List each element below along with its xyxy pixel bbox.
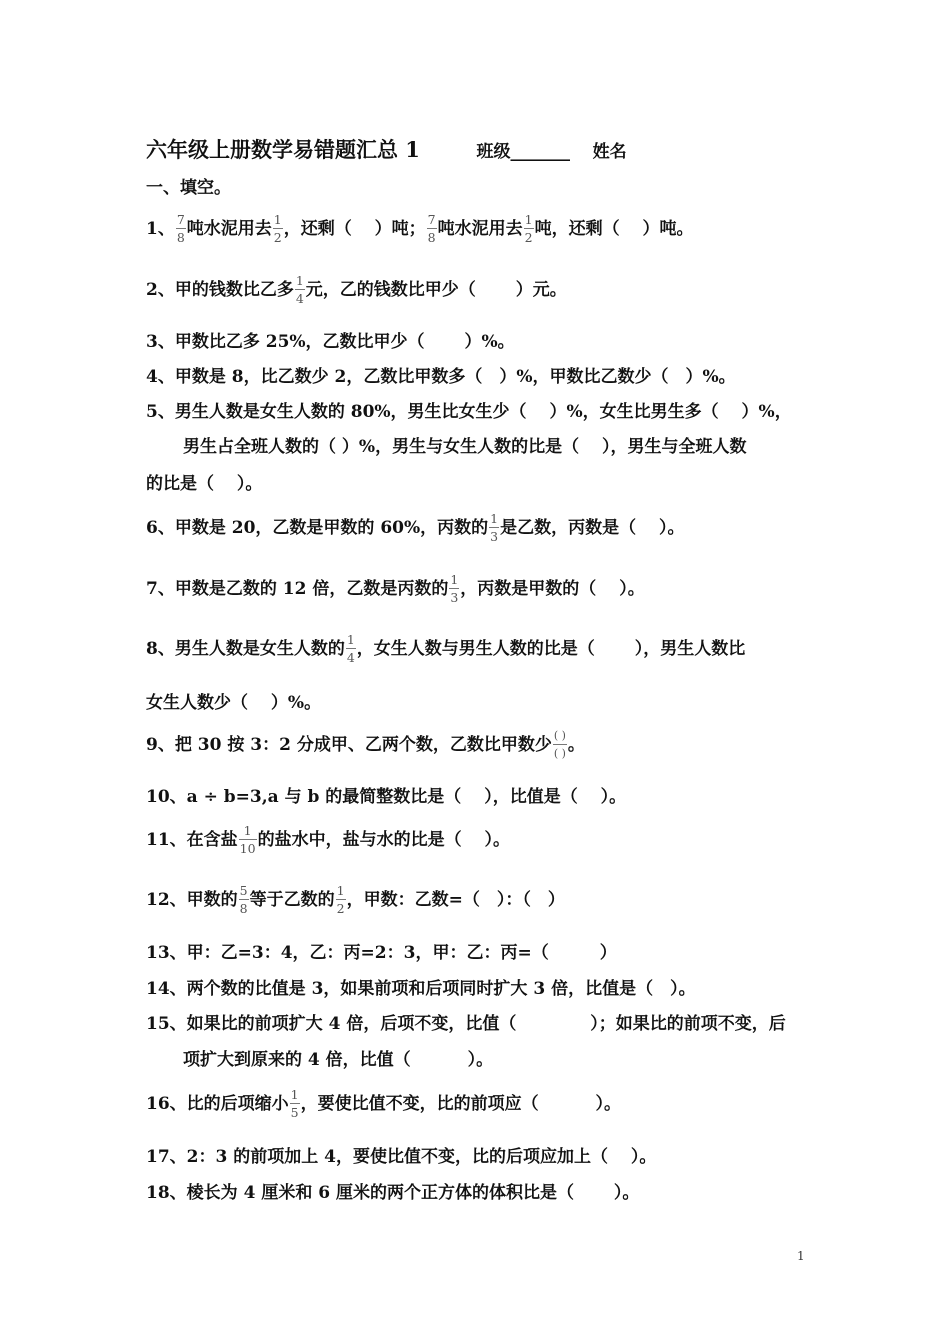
- question-13: 13、甲：乙=3：4，乙：丙=2：3，甲：乙：丙=（ ）: [146, 943, 617, 963]
- page-number: 1: [797, 1249, 805, 1263]
- fraction: $\frac{7}{8}$: [176, 212, 185, 245]
- section-heading: 一、填空。: [146, 178, 231, 198]
- question-4: 4、甲数是 8，比乙数少 2，乙数比甲数多（ ）%，甲数比乙数少（ ）%。: [146, 367, 736, 387]
- question-1: 1、 $\frac{7}{8}$ 吨水泥用去 $\frac{1}{2}$ ，还剩（ ）吨； $\frac{7}{8}$ 吨水泥用去 $\frac{1}{2}$ 吨，还剩（ ）吨。: [146, 212, 694, 245]
- fraction: $\frac{1}{4}$: [346, 632, 355, 665]
- question-2: 2、甲的钱数比乙多 $\frac{1}{4}$ 元，乙的钱数比甲少（ ）元。: [146, 273, 567, 306]
- fraction: $\frac{1}{4}$: [295, 273, 304, 306]
- fraction: $\frac{1}{5}$: [290, 1087, 299, 1120]
- blank-fraction: $\frac{( )}{( )}$: [553, 729, 566, 760]
- question-15-line-1: 15、如果比的前项扩大 4 倍，后项不变，比值（ ）；如果比的前项不变，后: [146, 1014, 786, 1034]
- question-5-line-3: 的比是（ ）。: [146, 474, 263, 494]
- name-field-label: 姓名: [592, 142, 627, 162]
- fraction: $\frac{1}{3}$: [490, 511, 499, 544]
- question-14: 14、两个数的比值是 3，如果前项和后项同时扩大 3 倍，比值是（ ）。: [146, 979, 696, 999]
- fraction: $\frac{1}{3}$: [450, 572, 459, 605]
- fraction: $\frac{1}{2}$: [524, 212, 533, 245]
- question-18: 18、棱长为 4 厘米和 6 厘米的两个正方体的体积比是（ ）。: [146, 1183, 640, 1203]
- question-16: 16、比的后项缩小 $\frac{1}{5}$ ，要使比值不变，比的前项应（ ）。: [146, 1087, 622, 1120]
- question-9: 9、把 30 按 3：2 分成甲、乙两个数，乙数比甲数少 $\frac{( )}{( )}$ 。: [146, 729, 585, 760]
- question-17: 17、2：3 的前项加上 4，要使比值不变，比的后项应加上（ ）。: [146, 1147, 657, 1167]
- question-10: 10、a ÷ b=3,a 与 b 的最简整数比是（ ），比值是（ ）。: [146, 787, 627, 807]
- question-15-line-2: 项扩大到原来的 4 倍，比值（ ）。: [183, 1050, 494, 1070]
- question-7: 7、甲数是乙数的 12 倍，乙数是丙数的 $\frac{1}{3}$ ，丙数是甲数的（ ）。: [146, 572, 645, 605]
- worksheet-header: [146, 137, 627, 162]
- fraction: $\frac{1}{2}$: [336, 883, 345, 916]
- fraction: $\frac{5}{8}$: [239, 883, 248, 916]
- question-3: 3、甲数比乙多 25%，乙数比甲少（ ）%。: [146, 332, 515, 352]
- question-5-line-1: 5、男生人数是女生人数的 80%，男生比女生少（ ）%，女生比男生多（ ）%，: [146, 402, 792, 422]
- fraction: $\frac{1}{10}$: [239, 823, 256, 856]
- question-12: 12、甲数的 $\frac{5}{8}$ 等于乙数的 $\frac{1}{2}$ ，甲数：乙数=（ ）：（ ）: [146, 883, 565, 916]
- question-5-line-2: 男生占全班人数的（ ）%，男生与女生人数的比是（ ），男生与全班人数: [183, 437, 747, 457]
- fraction: $\frac{1}{2}$: [273, 212, 282, 245]
- question-8-line-2: 女生人数少（ ）%。: [146, 693, 322, 713]
- question-8-line-1: 8、男生人数是女生人数的 $\frac{1}{4}$ ，女生人数与男生人数的比是（ ），男生人数比: [146, 632, 746, 665]
- page-title: 六年级上册数学易错题汇总 1: [146, 137, 420, 162]
- class-field-label: 班级_______: [476, 142, 571, 162]
- question-6: 6、甲数是 20，乙数是甲数的 60%，丙数的 $\frac{1}{3}$ 是乙数，丙数是（ ）。: [146, 511, 685, 544]
- fraction: $\frac{7}{8}$: [427, 212, 436, 245]
- question-11: 11、在含盐 $\frac{1}{10}$ 的盐水中，盐与水的比是（ ）。: [146, 823, 510, 856]
